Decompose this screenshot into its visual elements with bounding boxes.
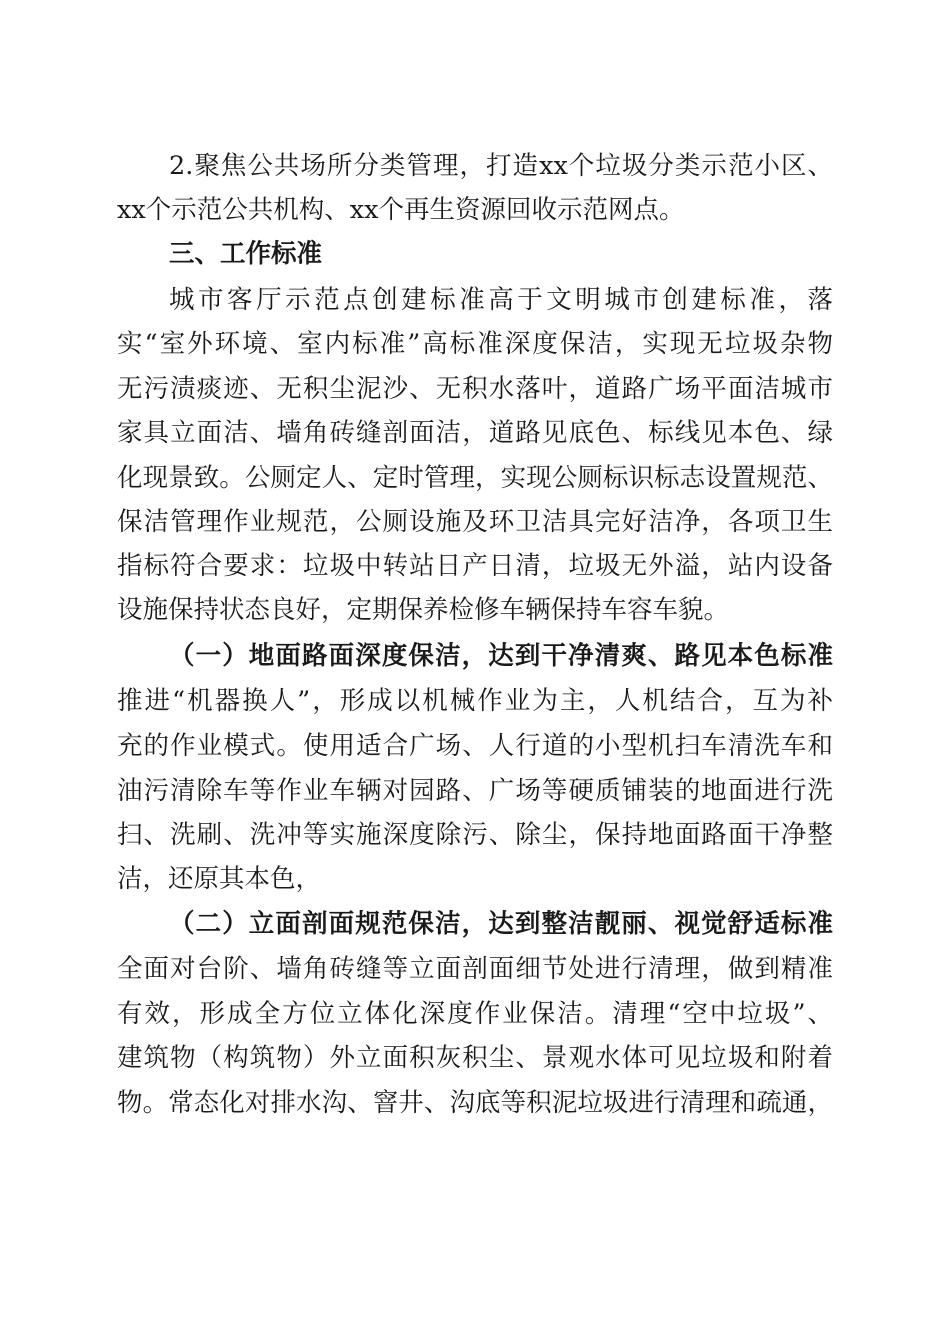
paragraph-line: 油污清除车等作业车辆对园路、广场等硬质铺装的地面进行洗 — [117, 776, 833, 806]
paragraph-line: xx个示范公共机构、xx个再生资源回收示范网点。 — [117, 195, 685, 225]
paragraph-line: 有效，形成全方位立体化深度作业保洁。清理“空中垃圾”、 — [117, 999, 833, 1029]
paragraph-line: 建筑物（构筑物）外立面积灰积尘、景观水体可见垃圾和附着 — [117, 1043, 833, 1073]
subsection-heading: （一）地面路面深度保洁，达到干净清爽、路见本色标准 — [169, 641, 833, 671]
subsection-heading: （二）立面剖面规范保洁，达到整洁靓丽、视觉舒适标准 — [169, 909, 833, 939]
paragraph-line: 设施保持状态良好，定期保养检修车辆保持车容车貌。 — [117, 595, 730, 625]
paragraph-line: 物。常态化对排水沟、窨井、沟底等积泥垃圾进行清理和疏通， — [117, 1088, 833, 1118]
paragraph-line: 保洁管理作业规范，公厕设施及环卫洁具完好洁净，各项卫生 — [117, 507, 833, 537]
paragraph-line: 无污渍痰迹、无积尘泥沙、无积水落叶，道路广场平面洁城市 — [117, 374, 833, 404]
paragraph-line: 指标符合要求：垃圾中转站日产日清，垃圾无外溢，站内设备 — [117, 551, 833, 581]
paragraph-line: 实“室外环境、室内标准”高标准深度保洁，实现无垃圾杂物 — [117, 329, 833, 359]
paragraph-line: 家具立面洁、墙角砖缝剖面洁，道路见底色、标线见本色、绿 — [117, 418, 833, 448]
paragraph-line: 扫、洗刷、洗冲等实施深度除污、除尘，保持地面路面干净整 — [117, 820, 833, 850]
paragraph-line: 洁，还原其本色， — [117, 864, 322, 894]
paragraph-line: 城市客厅示范点创建标准高于文明城市创建标准，落 — [169, 285, 833, 315]
paragraph-line: 2.聚焦公共场所分类管理，打造xx个垃圾分类示范小区、 — [169, 151, 833, 181]
paragraph-line: 化现景致。公厕定人、定时管理，实现公厕标识标志设置规范、 — [117, 463, 833, 493]
paragraph-line: 充的作业模式。使用适合广场、人行道的小型机扫车清洗车和 — [117, 731, 833, 761]
section-heading: 三、工作标准 — [169, 239, 323, 269]
paragraph-line: 全面对台阶、墙角砖缝等立面剖面细节处进行清理，做到精准 — [117, 954, 833, 984]
paragraph-line: 推进“机器换人”，形成以机械作业为主，人机结合，互为补 — [117, 686, 833, 716]
